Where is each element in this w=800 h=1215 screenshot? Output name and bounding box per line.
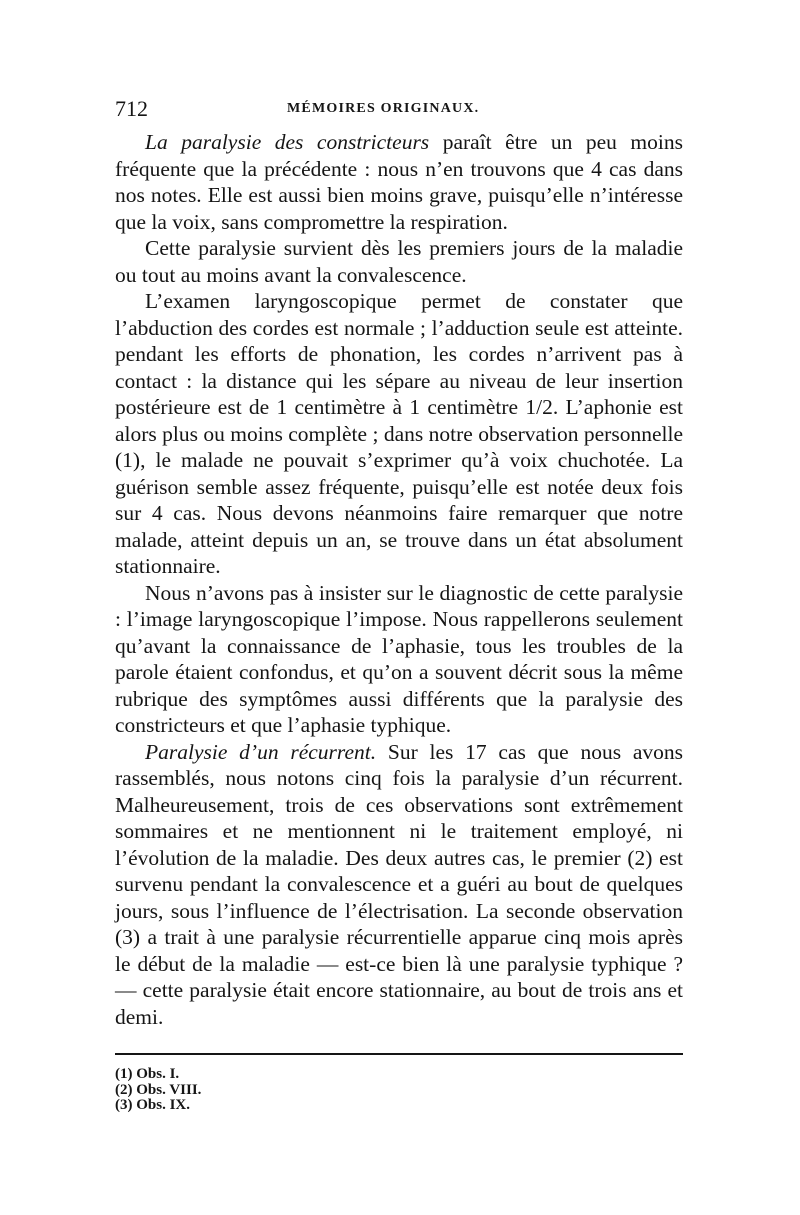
paragraph-laryngoscopic-exam [115, 288, 683, 580]
footnote-item: (1) Obs. I. [115, 1066, 180, 1082]
paragraph-diagnosis [115, 580, 683, 739]
footnote-divider [115, 1053, 683, 1055]
section-lead-italic: Paralysie d’un récurrent. [145, 739, 377, 764]
paragraph-onset [115, 235, 683, 288]
section-lead-italic: La paralysie des constricteurs [145, 130, 430, 154]
paragraph-recurrent-paralysis [115, 739, 683, 1031]
footnote-item: (2) Obs. VIII. [115, 1081, 202, 1098]
paragraph-text: Cette paralysie survient dès les premiers jours de la maladie ou tout au moins avant la convalescence. [115, 236, 683, 287]
paragraph-text: Sur les 17 cas que nous avons rassemblés, nous notons cinq fois la paralysie d’un récurrent. Malheureusement, trois de ces observations sont extrêmement sommaires et ne mentionnent ni le traitement employé, ni l’évolution de la maladie. Des deux autres cas, le premier (2) est survenu pendant la convalescence et a guéri au bout de quelques jours, sous l’influence de l’électrisation. La seconde observation (3) a trait à une paralysie récurrentielle apparue cinq mois après le début de la maladie — est-ce bien là une paralysie typhique ? — cette paralysie était encore stationnaire, au bout de trois ans et demi. [115, 739, 683, 1029]
paragraph-text: Nous n’avons pas à insister sur le diagnostic de cette paralysie : l’image laryngoscopique l’impose. Nous rappellerons seulement qu’avant la connaissance de l’aphasie, tous les troubles de la parole étaient confondus, et qu’on a souvent décrit sous la même rubrique des symptômes aussi différents que la paralysie des constricteurs et que l’aphasie typhique. [115, 580, 683, 737]
body-text [115, 129, 683, 1030]
paragraph-text: paraît être un peu moins fréquente que la précédente : nous n’en trouvons que 4 cas dans nos notes. Elle est aussi bien moins grave, puisqu’elle n’intéresse que la voix, sans compromettre la respiration. [115, 130, 683, 234]
footnote-item: (3) Obs. IX. [115, 1097, 191, 1113]
page-number: 712 [115, 96, 148, 121]
paragraph-constrictor-paralysis [115, 129, 683, 235]
footnotes [115, 1067, 415, 1114]
running-title: MÉMOIRES ORIGINAUX. [287, 101, 480, 116]
paragraph-text: L’examen laryngoscopique permet de constater que l’abduction des cordes est normale ; l’adduction seule est atteinte. pendant les efforts de phonation, les cordes n’arrivent pas à contact : la distance qui les sépare au niveau de leur insertion postérieure est de 1 centimètre à 1 centimètre 1/2. L’aphonie est alors plus ou moins complète ; dans notre observation personnelle (1), le malade ne pouvait s’exprimer qu’à voix chuchotée. La guérison semble assez fréquente, puisqu’elle est notée deux fois sur 4 cas. Nous devons néanmoins faire remarquer que notre malade, atteint depuis un an, se trouve dans un état absolument stationnaire. [115, 289, 683, 578]
running-head [115, 96, 683, 122]
